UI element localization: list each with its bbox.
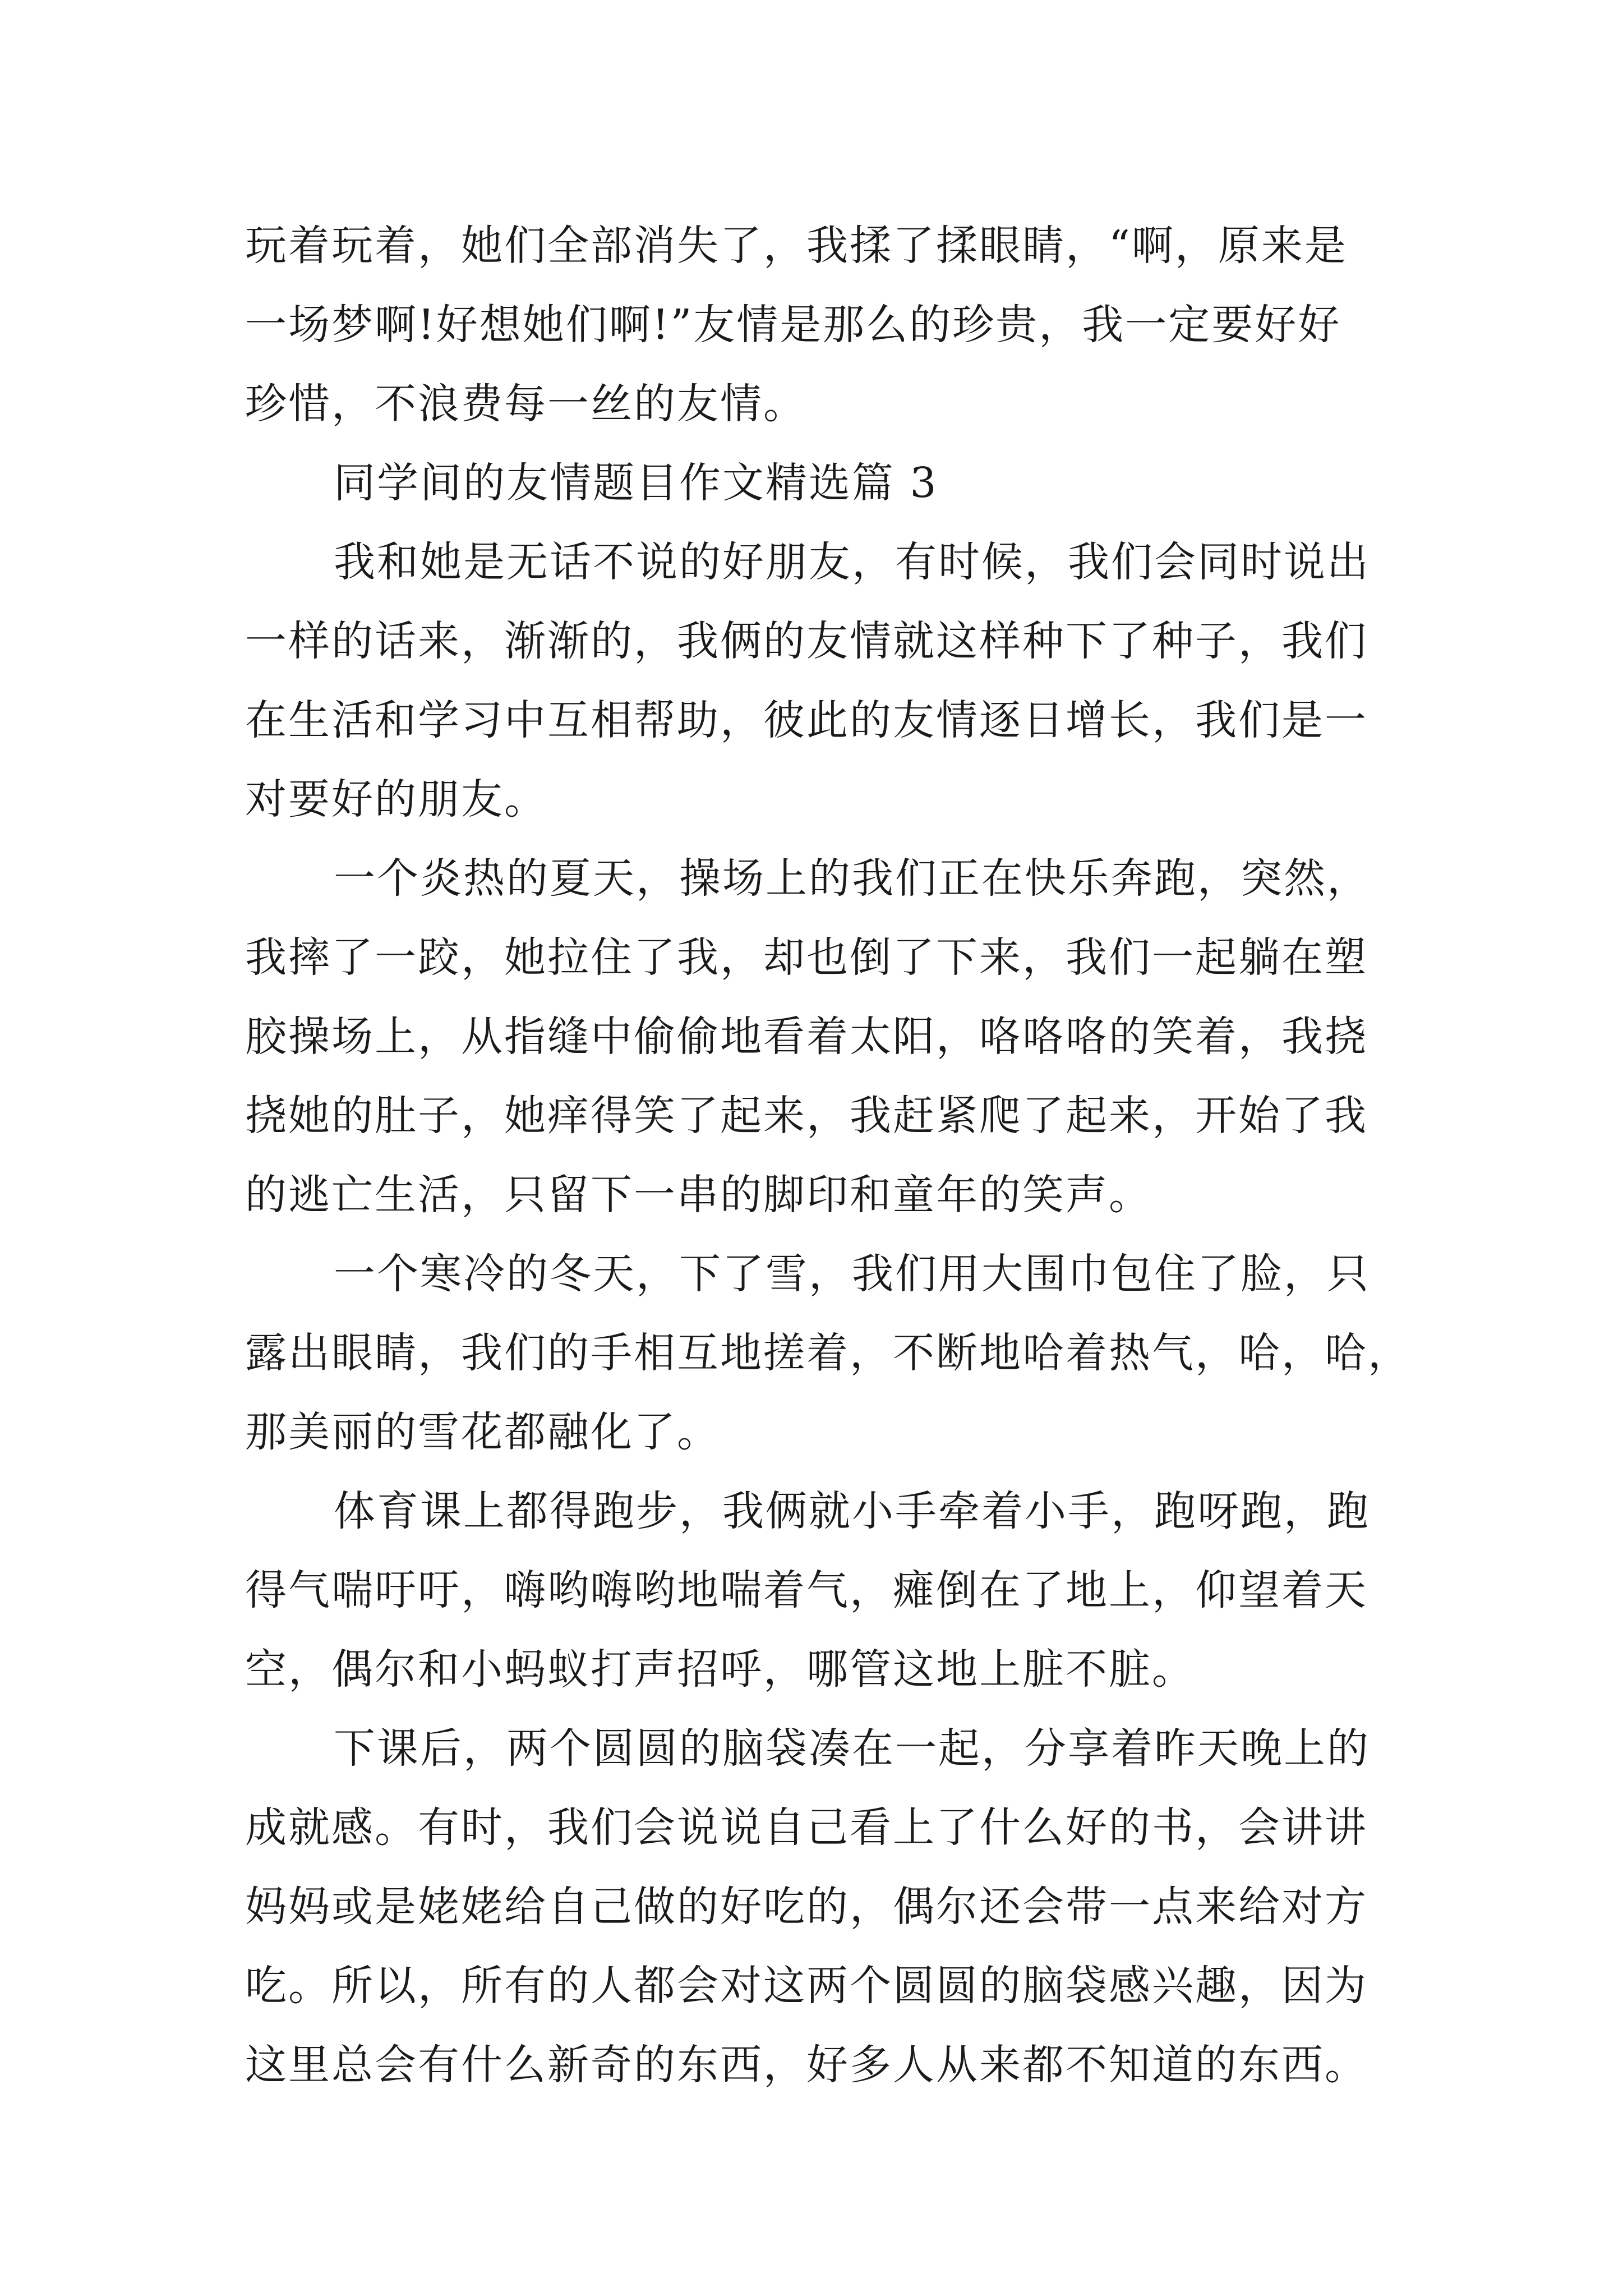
paragraph-4 <box>245 1235 1411 1472</box>
text-line: 妈妈或是姥姥给自己做的好吃的，偶尔还会带一点来给对方 <box>245 1883 1368 1931</box>
text-line: 下课后，两个圆圆的脑袋凑在一起，分享着昨天晚上的 <box>334 1724 1370 1773</box>
text-line: 成就感。有时，我们会说说自己看上了什么好的书，会讲讲 <box>245 1803 1368 1852</box>
paragraph-1 <box>245 206 1389 444</box>
paragraph-6 <box>245 1709 1389 2105</box>
text-line: 对要好的朋友。 <box>245 775 547 823</box>
text-line: 一个寒冷的冬天，下了雪，我们用大围巾包住了脸，只 <box>334 1250 1370 1298</box>
document-body <box>245 206 1411 2105</box>
text-line: 我摔了一跤，她拉住了我，却也倒了下来，我们一起躺在塑 <box>245 933 1368 982</box>
text-line: 那美丽的雪花都融化了。 <box>245 1408 720 1456</box>
text-line: 一场梦啊!好想她们啊!”友情是那么的珍贵，我一定要好好 <box>245 301 1341 349</box>
text-line: 玩着玩着，她们全部消失了，我揉了揉眼睛，“啊，原来是 <box>245 222 1348 270</box>
paragraph-3 <box>245 839 1389 1235</box>
text-line: 露出眼睛，我们的手相互地搓着，不断地哈着热气，哈，哈， <box>245 1329 1411 1377</box>
section-heading <box>245 444 1389 523</box>
text-line: 一个炎热的夏天，操场上的我们正在快乐奔跑，突然， <box>334 854 1370 903</box>
text-line: 珍惜，不浪费每一丝的友情。 <box>245 380 806 428</box>
text-line: 这里总会有什么新奇的东西，好多人从来都不知道的东西。 <box>245 2041 1368 2089</box>
text-line: 在生活和学习中互相帮助，彼此的友情逐日增长，我们是一 <box>245 696 1368 744</box>
heading-line: 同学间的友情题目作文精选篇 3 <box>334 459 938 507</box>
paragraph-2 <box>245 523 1389 839</box>
text-line: 的逃亡生活，只留下一串的脚印和童年的笑声。 <box>245 1171 1152 1219</box>
text-line: 空，偶尔和小蚂蚁打声招呼，哪管这地上脏不脏。 <box>245 1645 1195 1694</box>
text-line: 挠她的肚子，她痒得笑了起来，我赶紧爬了起来，开始了我 <box>245 1092 1368 1140</box>
text-line: 胶操场上，从指缝中偷偷地看着太阳，咯咯咯的笑着，我挠 <box>245 1013 1368 1061</box>
text-line: 一样的话来，渐渐的，我俩的友情就这样种下了种子，我们 <box>245 617 1368 665</box>
text-line: 得气喘吁吁，嗨哟嗨哟地喘着气，瘫倒在了地上，仰望着天 <box>245 1566 1368 1614</box>
text-line: 我和她是无话不说的好朋友，有时候，我们会同时说出 <box>334 538 1370 586</box>
paragraph-5 <box>245 1472 1389 1709</box>
text-line: 体育课上都得跑步，我俩就小手牵着小手，跑呀跑，跑 <box>334 1487 1370 1535</box>
text-line: 吃。所以，所有的人都会对这两个圆圆的脑袋感兴趣，因为 <box>245 1962 1368 2010</box>
